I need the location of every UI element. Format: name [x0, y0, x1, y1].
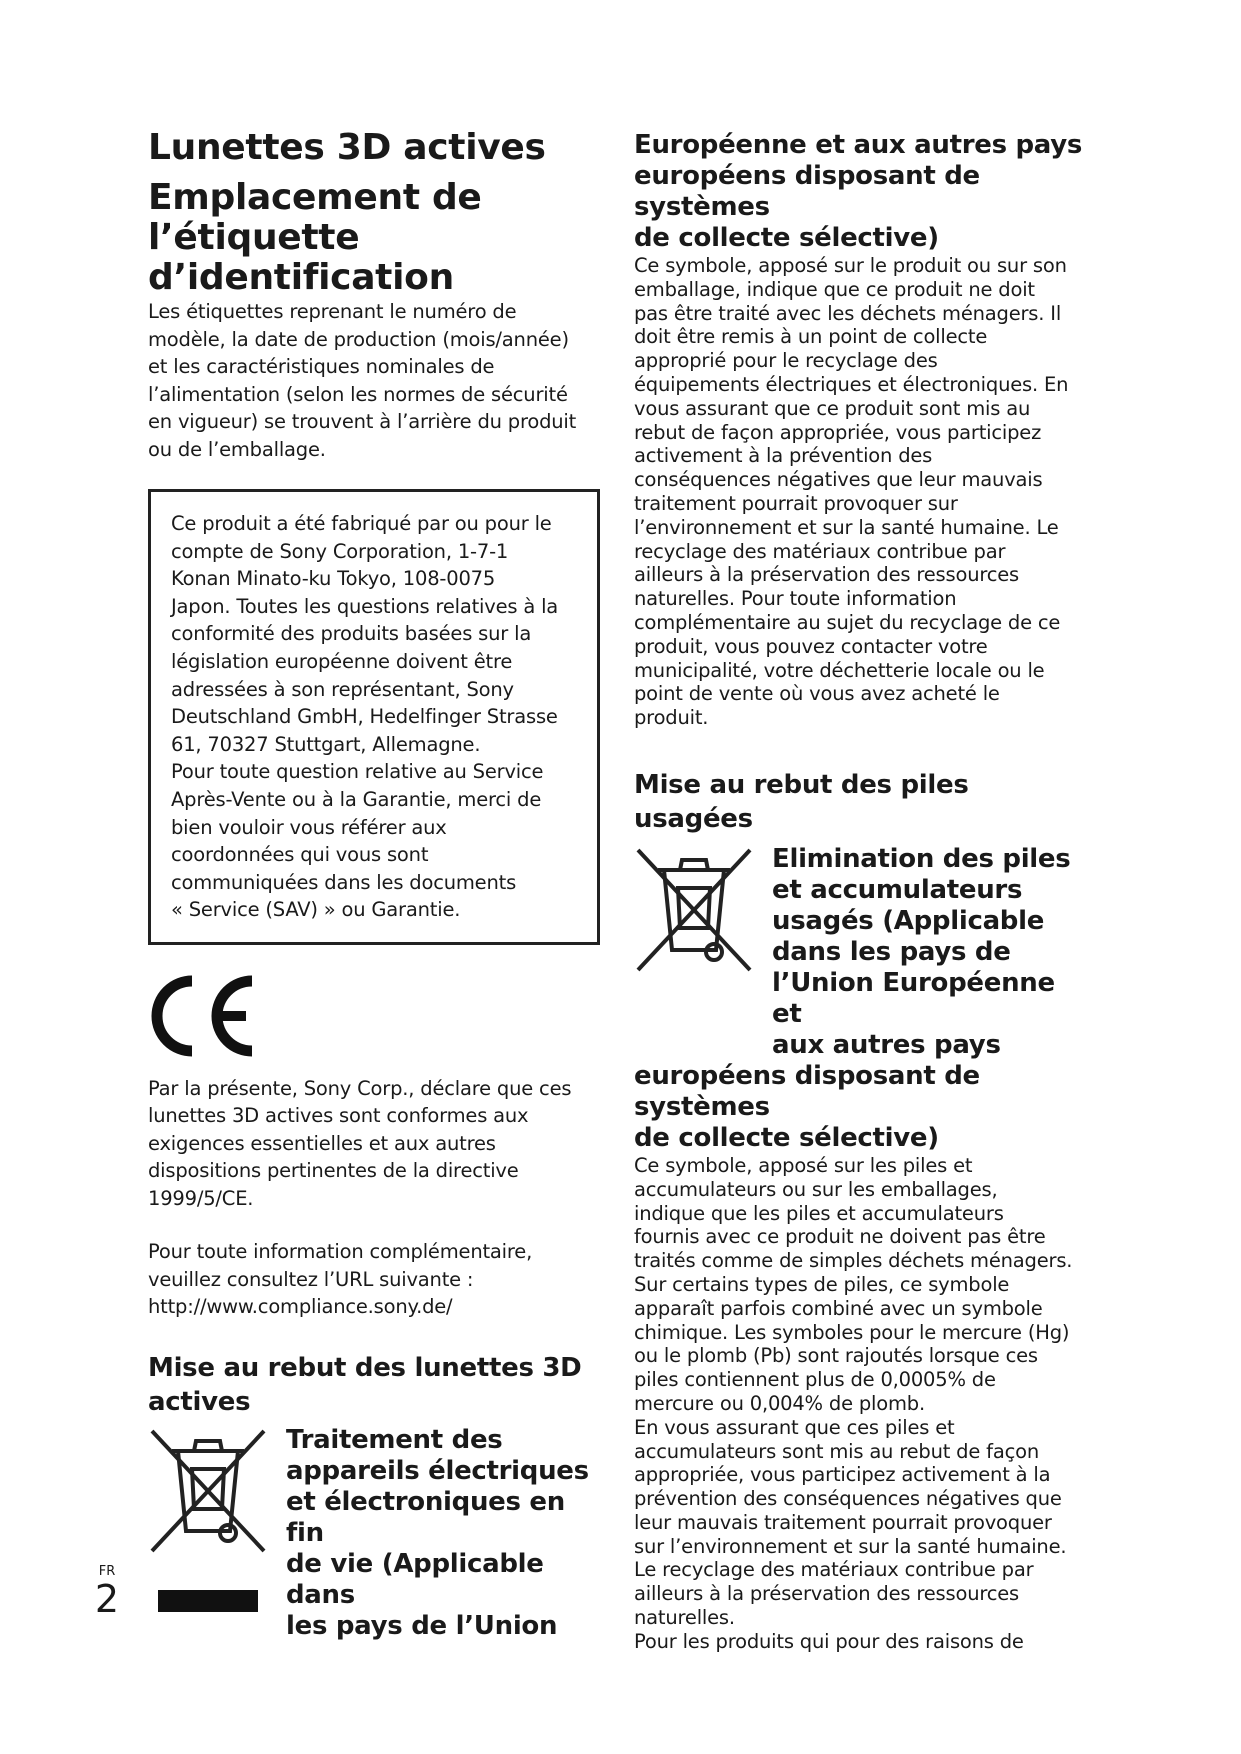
text-line: et les caractéristiques nominales de — [148, 355, 495, 378]
page-number: 2 — [94, 1577, 120, 1621]
compliance-url: http://www.compliance.sony.de/ — [148, 1295, 453, 1319]
text-line: appropriée, vous participez activement à la — [634, 1463, 1051, 1487]
label-paragraph — [148, 298, 598, 463]
weee-heading-continued: Européenne et aux autres pays — [634, 130, 1083, 160]
battery-block — [634, 844, 1084, 1061]
battery-heading-line: européens disposant de systèmes — [634, 1060, 980, 1122]
text-line: législation européenne doivent être — [171, 649, 513, 673]
weee-heading-line: de vie (Applicable dans — [286, 1548, 544, 1610]
text-line: conformité des produits basées sur la — [171, 622, 532, 646]
text-line: coordonnées qui vous sont — [171, 843, 429, 867]
text-line: conséquences négatives que leur mauvais — [634, 468, 1043, 492]
text-line: leur mauvais traitement pourrait provoquer — [634, 1510, 1052, 1534]
text-line: bien vouloir vous référer aux — [171, 815, 447, 839]
text-line: mercure ou 0,004% de plomb. — [634, 1391, 925, 1415]
weee-heading-continued: de collecte sélective) — [634, 223, 939, 253]
text-line: communiquées dans les documents — [171, 870, 517, 894]
page-number-block — [92, 1565, 122, 1619]
text-line: pas être traité avec les déchets ménagers. Il — [634, 301, 1062, 325]
battery-heading-line: de collecte sélective) — [634, 1122, 939, 1153]
text-line: complémentaire au sujet du recyclage de ce — [634, 610, 1061, 634]
text-line: chimique. Les symboles pour le mercure (Hg) — [634, 1320, 1070, 1344]
text-line: Ce symbole, apposé sur le produit ou sur son — [634, 254, 1067, 277]
text-line: Ce symbole, apposé sur les piles et — [634, 1153, 973, 1177]
weee-heading-line: Traitement des — [286, 1424, 503, 1455]
text-line: produit. — [634, 706, 709, 730]
crossed-bin-icon — [634, 844, 754, 976]
disposal-heading-line-1: Mise au rebut des lunettes 3D — [148, 1352, 582, 1383]
text-line: emballage, indique que ce produit ne doit — [634, 277, 1035, 301]
battery-heading-line: Elimination des piles — [772, 843, 1071, 874]
text-line: l’alimentation (selon les normes de sécurité — [148, 382, 568, 406]
text-line: Par la présente, Sony Corp., déclare que ces — [148, 1076, 572, 1100]
text-line: veuillez consultez l’URL suivante : — [148, 1267, 474, 1291]
language-code: FR — [98, 1564, 116, 1579]
label-heading-line-2: l’étiquette — [148, 217, 360, 258]
page-marker-bar — [158, 1590, 258, 1612]
battery-heading-line: aux autres pays — [772, 1029, 1001, 1060]
battery-heading-line: l’Union Européenne et — [772, 967, 1055, 1029]
weee-heading-line: appareils électriques — [286, 1455, 589, 1486]
text-line: Pour toute information complémentaire, — [148, 1240, 533, 1264]
text-line: traitement pourrait provoquer sur — [634, 491, 958, 515]
text-line: indique que les piles et accumulateurs — [634, 1201, 1004, 1225]
text-line: fournis avec ce produit ne doivent pas être — [634, 1225, 1046, 1249]
text-line: vous assurant que ce produit sont mis au — [634, 396, 1031, 420]
text-line: ailleurs à la préservation des ressources — [634, 563, 1020, 587]
text-line: ailleurs à la préservation des ressources — [634, 1582, 1020, 1606]
text-line: accumulateurs sont mis au rebut de façon — [634, 1439, 1039, 1463]
text-line: ou de l’emballage. — [148, 437, 326, 461]
text-line: Pour les produits qui pour des raisons de — [634, 1629, 1024, 1653]
battery-heading: Mise au rebut des piles usagées — [634, 769, 969, 834]
text-line: compte de Sony Corporation, 1-7-1 — [171, 539, 509, 563]
text-line: « Service (SAV) » ou Garantie. — [171, 898, 461, 922]
text-line: approprié pour le recyclage des — [634, 349, 938, 373]
label-heading-line-1: Emplacement de — [148, 177, 482, 218]
text-line: Deutschland GmbH, Hedelfinger Strasse — [171, 705, 558, 729]
text-line: rebut de façon appropriée, vous participez — [634, 420, 1042, 444]
text-line: piles contiennent plus de 0,0005% de — [634, 1368, 996, 1392]
declaration-paragraph — [148, 1075, 598, 1213]
weee-heading-line: et électroniques en fin — [286, 1486, 565, 1548]
text-line: naturelles. Pour toute information — [634, 587, 957, 611]
battery-paragraph — [634, 1154, 1084, 1654]
text-line: municipalité, votre déchetterie locale ou le — [634, 658, 1045, 682]
ce-mark-icon — [148, 971, 598, 1061]
info-paragraph — [148, 1238, 598, 1321]
text-line: Japon. Toutes les questions relatives à la — [171, 594, 559, 618]
text-line: modèle, la date de production (mois/année) — [148, 327, 569, 351]
text-line: exigences essentielles et aux autres — [148, 1131, 496, 1155]
crossed-bin-icon — [148, 1425, 268, 1557]
text-line: prévention des conséquences négatives que — [634, 1487, 1062, 1511]
text-line: doit être remis à un point de collecte — [634, 325, 988, 349]
weee-heading-line: les pays de l’Union — [286, 1610, 558, 1641]
text-line: 1999/5/CE. — [148, 1186, 254, 1210]
weee-paragraph — [634, 254, 1084, 730]
text-line: Sur certains types de piles, ce symbole — [634, 1272, 1010, 1296]
text-line: Konan Minato-ku Tokyo, 108-0075 — [171, 567, 496, 591]
left-column — [148, 128, 598, 1642]
text-line: recyclage des matériaux contribue par — [634, 539, 1006, 563]
text-line: Pour toute question relative au Service — [171, 760, 544, 784]
text-line: en vigueur) se trouvent à l’arrière du produit — [148, 410, 577, 433]
page-title: Lunettes 3D actives — [148, 127, 546, 168]
battery-heading-line: usagés (Applicable — [772, 905, 1045, 936]
text-line: accumulateurs ou sur les emballages, — [634, 1177, 998, 1201]
text-line: Les étiquettes reprenant le numéro de — [148, 300, 517, 323]
text-line: dispositions pertinentes de la directive — [148, 1159, 519, 1183]
disposal-heading-line-2: actives — [148, 1386, 251, 1417]
text-line: ou le plomb (Pb) sont rajoutés lorsque ces — [634, 1344, 1038, 1368]
text-line: 61, 70327 Stuttgart, Allemagne. — [171, 732, 481, 756]
weee-heading-continued: européens disposant de systèmes — [634, 161, 980, 222]
manufacturer-box — [148, 489, 600, 945]
battery-heading-line: et accumulateurs — [772, 874, 1023, 905]
text-line: équipements électriques et électroniques. En — [634, 372, 1069, 396]
text-line: Le recyclage des matériaux contribue par — [634, 1558, 1034, 1582]
text-line: sur l’environnement et sur la santé humaine. — [634, 1534, 1067, 1558]
text-line: lunettes 3D actives sont conformes aux — [148, 1104, 529, 1128]
text-line: activement à la prévention des — [634, 444, 933, 468]
text-line: apparaît parfois combiné avec un symbole — [634, 1296, 1043, 1320]
text-line: naturelles. — [634, 1606, 735, 1630]
text-line: produit, vous pouvez contacter votre — [634, 634, 988, 658]
text-line: point de vente où vous avez acheté le — [634, 682, 1000, 706]
text-line: Après-Vente ou à la Garantie, merci de — [171, 787, 542, 811]
text-line: En vous assurant que ces piles et — [634, 1415, 955, 1439]
text-line: traités comme de simples déchets ménagers. — [634, 1249, 1073, 1273]
right-column — [634, 130, 1084, 1654]
text-line: Ce produit a été fabriqué par ou pour le — [171, 512, 552, 535]
label-heading-line-3: d’identification — [148, 257, 454, 298]
battery-heading-line: dans les pays de — [772, 936, 1011, 967]
text-line: l’environnement et sur la santé humaine. Le — [634, 515, 1059, 539]
text-line: adressées à son représentant, Sony — [171, 677, 514, 701]
